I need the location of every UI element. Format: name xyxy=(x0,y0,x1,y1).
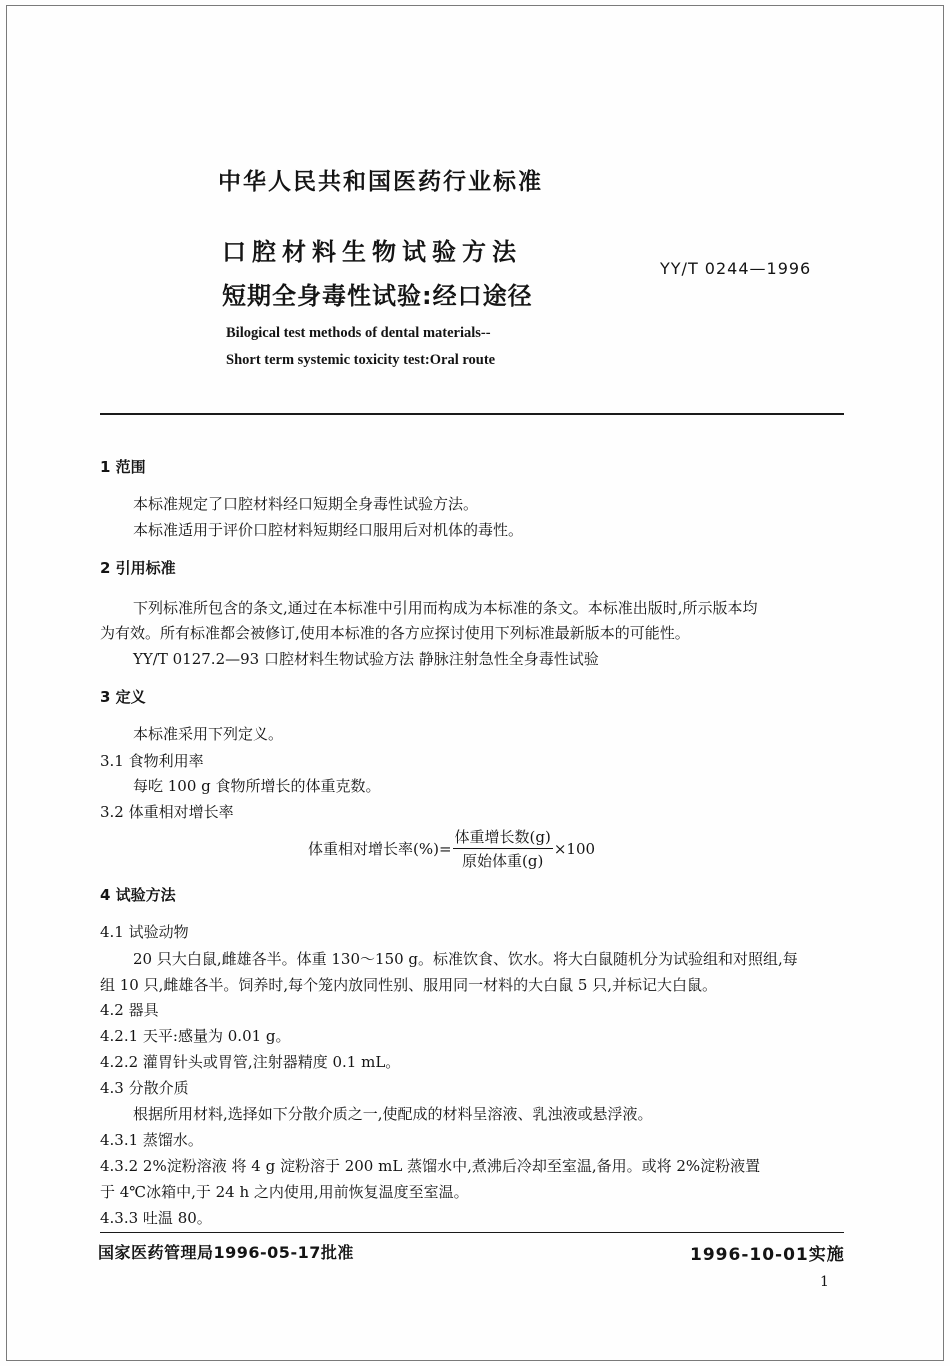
clause-4-3-2-line-2: 于 4℃冰箱中,于 24 h 之内使用,用前恢复温度至室温。 xyxy=(100,1183,469,1201)
english-title-line-1: Bilogical test methods of dental materials-- xyxy=(226,325,491,341)
title-line-2: 短期全身毒性试验:经口途径 xyxy=(222,282,533,310)
title-line-1: 口腔材料生物试验方法 xyxy=(222,238,522,266)
clause-4-1-text-line-2: 组 10 只,雌雄各半。饲养时,每个笼内放同性别、服用同一材料的大白鼠 5 只,并标记大白鼠。 xyxy=(100,976,718,994)
section-2-paragraph-line-2: 为有效。所有标准都会被修订,使用本标准的各方应探讨使用下列标准最新版本的可能性。 xyxy=(100,624,690,642)
clause-4-1: 4.1 试验动物 xyxy=(100,923,189,941)
clause-4-3: 4.3 分散介质 xyxy=(100,1079,189,1097)
growth-rate-formula xyxy=(308,826,595,871)
formula-lhs: 体重相对增长率(%)= xyxy=(308,840,452,858)
section-3-paragraph: 本标准采用下列定义。 xyxy=(133,725,284,743)
header-divider xyxy=(100,413,844,415)
section-1-heading: 1 范围 xyxy=(100,458,146,476)
effective-date: 1996-10-01实施 xyxy=(690,1245,845,1265)
clause-3-2: 3.2 体重相对增长率 xyxy=(100,803,234,821)
clause-4-3-2-line-1: 4.3.2 2%淀粉溶液 将 4 g 淀粉溶于 200 mL 蒸馏水中,煮沸后冷却至室温,备用。或将 2%淀粉液置 xyxy=(100,1157,761,1175)
clause-4-3-1: 4.3.1 蒸馏水。 xyxy=(100,1131,203,1149)
standard-number: YY/T 0244—1996 xyxy=(660,259,812,278)
english-title-line-2: Short term systemic toxicity test:Oral route xyxy=(226,352,496,368)
clause-4-3-3: 4.3.3 吐温 80。 xyxy=(100,1209,212,1227)
section-1-paragraph-1: 本标准规定了口腔材料经口短期全身毒性试验方法。 xyxy=(133,495,479,513)
footer-divider xyxy=(100,1232,844,1233)
section-3-heading: 3 定义 xyxy=(100,688,146,706)
clause-4-2: 4.2 器具 xyxy=(100,1001,159,1019)
clause-4-3-text: 根据所用材料,选择如下分散介质之一,使配成的材料呈溶液、乳浊液或悬浮液。 xyxy=(133,1105,653,1123)
clause-3-1: 3.1 食物利用率 xyxy=(100,752,204,770)
page-number: 1 xyxy=(820,1274,829,1290)
clause-4-2-1: 4.2.1 天平:感量为 0.01 g。 xyxy=(100,1027,291,1045)
formula-fraction xyxy=(453,826,553,871)
clause-4-2-2: 4.2.2 灌胃针头或胃管,注射器精度 0.1 mL。 xyxy=(100,1053,401,1071)
formula-denominator: 原始体重(g) xyxy=(462,852,544,870)
section-1-paragraph-2: 本标准适用于评价口腔材料短期经口服用后对机体的毒性。 xyxy=(133,521,524,539)
section-2-heading: 2 引用标准 xyxy=(100,559,176,577)
clause-4-1-text-line-1: 20 只大白鼠,雌雄各半。体重 130～150 g。标准饮食、饮水。将大白鼠随机分为试验组和对照组,每 xyxy=(133,950,798,968)
section-2-paragraph-line-1: 下列标准所包含的条文,通过在本标准中引用而构成为本标准的条文。本标准出版时,所示版本均 xyxy=(133,599,758,617)
document-header: 中华人民共和国医药行业标准 xyxy=(218,169,543,195)
formula-numerator: 体重增长数(g) xyxy=(453,826,553,849)
approval-date: 国家医药管理局1996-05-17批准 xyxy=(98,1243,354,1262)
section-4-heading: 4 试验方法 xyxy=(100,886,176,904)
normative-reference: YY/T 0127.2—93 口腔材料生物试验方法 静脉注射急性全身毒性试验 xyxy=(133,650,599,668)
clause-3-1-text: 每吃 100 g 食物所增长的体重克数。 xyxy=(133,777,381,795)
formula-rhs: ×100 xyxy=(553,839,596,858)
